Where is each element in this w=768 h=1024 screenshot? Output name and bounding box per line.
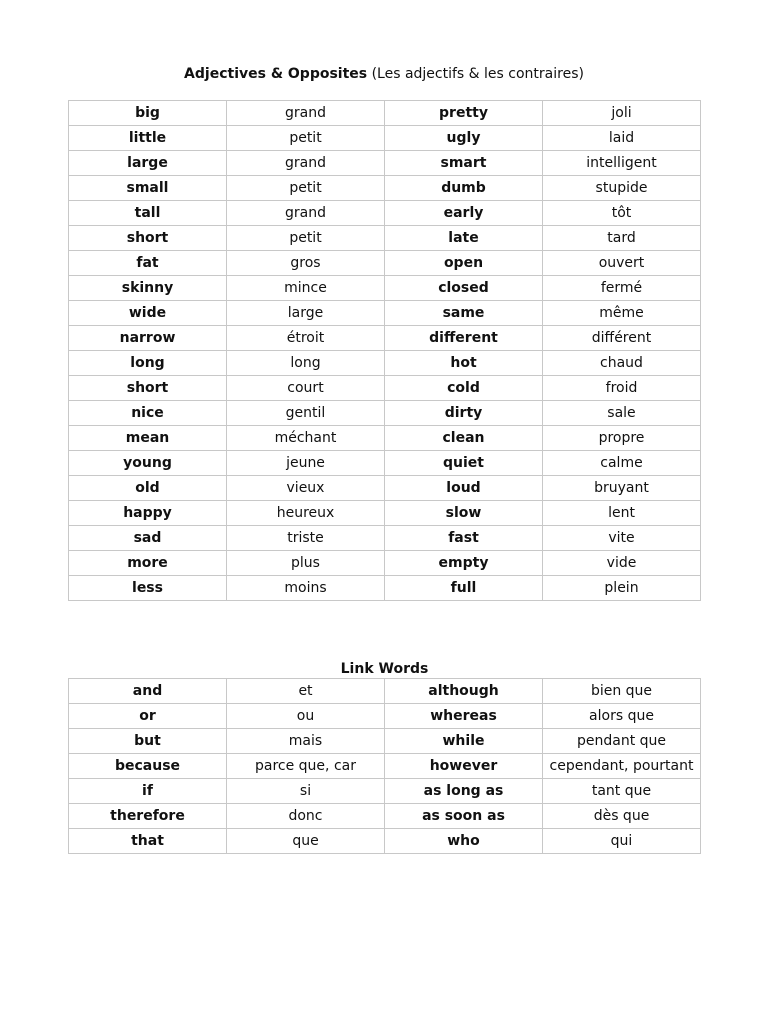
english-opposite-cell: whereas (385, 704, 543, 729)
link-word-row (69, 829, 701, 854)
english-word-cell: young (69, 451, 227, 476)
adjective-row (69, 476, 701, 501)
french-translation-cell: long (227, 351, 385, 376)
adjective-row (69, 401, 701, 426)
english-word-cell: but (69, 729, 227, 754)
french-translation-cell: étroit (227, 326, 385, 351)
english-opposite-cell: closed (385, 276, 543, 301)
english-opposite-cell: clean (385, 426, 543, 451)
french-translation-cell: méchant (227, 426, 385, 451)
french-translation-cell: petit (227, 176, 385, 201)
english-opposite-cell: however (385, 754, 543, 779)
adjective-row (69, 226, 701, 251)
english-opposite-cell: early (385, 201, 543, 226)
french-translation-cell: petit (227, 226, 385, 251)
link-word-row (69, 704, 701, 729)
french-opposite-cell: pendant que (543, 729, 701, 754)
english-word-cell: small (69, 176, 227, 201)
french-opposite-cell: propre (543, 426, 701, 451)
french-opposite-cell: qui (543, 829, 701, 854)
english-opposite-cell: as long as (385, 779, 543, 804)
english-word-cell: old (69, 476, 227, 501)
english-opposite-cell: open (385, 251, 543, 276)
english-word-cell: and (69, 679, 227, 704)
english-word-cell: or (69, 704, 227, 729)
adjective-row (69, 101, 701, 126)
adjective-row (69, 176, 701, 201)
english-word-cell: fat (69, 251, 227, 276)
english-word-cell: wide (69, 301, 227, 326)
french-opposite-cell: calme (543, 451, 701, 476)
french-translation-cell: heureux (227, 501, 385, 526)
english-opposite-cell: quiet (385, 451, 543, 476)
adjective-row (69, 276, 701, 301)
english-opposite-cell: dirty (385, 401, 543, 426)
french-translation-cell: moins (227, 576, 385, 601)
french-opposite-cell: intelligent (543, 151, 701, 176)
french-opposite-cell: même (543, 301, 701, 326)
french-translation-cell: que (227, 829, 385, 854)
english-opposite-cell: smart (385, 151, 543, 176)
english-word-cell: happy (69, 501, 227, 526)
adjective-row (69, 526, 701, 551)
english-word-cell: that (69, 829, 227, 854)
french-translation-cell: mince (227, 276, 385, 301)
french-opposite-cell: tard (543, 226, 701, 251)
english-opposite-cell: hot (385, 351, 543, 376)
english-opposite-cell: although (385, 679, 543, 704)
french-translation-cell: grand (227, 201, 385, 226)
adjective-row (69, 151, 701, 176)
adjective-row (69, 376, 701, 401)
french-translation-cell: mais (227, 729, 385, 754)
english-opposite-cell: pretty (385, 101, 543, 126)
english-word-cell: long (69, 351, 227, 376)
adjective-row (69, 126, 701, 151)
page-title-french: (Les adjectifs & les contraires) (371, 66, 584, 82)
english-word-cell: narrow (69, 326, 227, 351)
english-opposite-cell: loud (385, 476, 543, 501)
adjective-row (69, 501, 701, 526)
english-word-cell: tall (69, 201, 227, 226)
french-opposite-cell: vite (543, 526, 701, 551)
french-opposite-cell: joli (543, 101, 701, 126)
french-opposite-cell: sale (543, 401, 701, 426)
link-words-caption: Link Words (340, 661, 429, 677)
english-word-cell: large (69, 151, 227, 176)
french-opposite-cell: laid (543, 126, 701, 151)
adjective-row (69, 451, 701, 476)
link-word-row (69, 779, 701, 804)
english-opposite-cell: as soon as (385, 804, 543, 829)
french-opposite-cell: cependant, pourtant (543, 754, 701, 779)
french-opposite-cell: tôt (543, 201, 701, 226)
french-translation-cell: gros (227, 251, 385, 276)
french-translation-cell: plus (227, 551, 385, 576)
link-words-table-body (69, 679, 701, 854)
adjective-row (69, 576, 701, 601)
adjective-row (69, 326, 701, 351)
adjective-row (69, 351, 701, 376)
adjectives-table (68, 100, 701, 601)
french-opposite-cell: différent (543, 326, 701, 351)
link-word-row (69, 754, 701, 779)
english-opposite-cell: same (385, 301, 543, 326)
french-opposite-cell: lent (543, 501, 701, 526)
adjective-row (69, 426, 701, 451)
english-word-cell: because (69, 754, 227, 779)
english-opposite-cell: full (385, 576, 543, 601)
adjective-row (69, 201, 701, 226)
adjective-row (69, 251, 701, 276)
french-translation-cell: parce que, car (227, 754, 385, 779)
english-opposite-cell: ugly (385, 126, 543, 151)
english-opposite-cell: while (385, 729, 543, 754)
french-opposite-cell: bruyant (543, 476, 701, 501)
english-opposite-cell: different (385, 326, 543, 351)
link-word-row (69, 804, 701, 829)
french-opposite-cell: alors que (543, 704, 701, 729)
french-translation-cell: petit (227, 126, 385, 151)
french-translation-cell: grand (227, 101, 385, 126)
french-opposite-cell: fermé (543, 276, 701, 301)
english-word-cell: less (69, 576, 227, 601)
english-opposite-cell: empty (385, 551, 543, 576)
french-translation-cell: vieux (227, 476, 385, 501)
french-translation-cell: grand (227, 151, 385, 176)
english-opposite-cell: who (385, 829, 543, 854)
french-opposite-cell: tant que (543, 779, 701, 804)
english-opposite-cell: cold (385, 376, 543, 401)
french-opposite-cell: vide (543, 551, 701, 576)
english-word-cell: short (69, 226, 227, 251)
english-opposite-cell: late (385, 226, 543, 251)
page-title (0, 64, 768, 84)
french-opposite-cell: dès que (543, 804, 701, 829)
french-opposite-cell: stupide (543, 176, 701, 201)
french-opposite-cell: froid (543, 376, 701, 401)
english-opposite-cell: fast (385, 526, 543, 551)
french-translation-cell: court (227, 376, 385, 401)
english-opposite-cell: dumb (385, 176, 543, 201)
english-word-cell: big (69, 101, 227, 126)
adjective-row (69, 301, 701, 326)
french-opposite-cell: ouvert (543, 251, 701, 276)
english-word-cell: little (69, 126, 227, 151)
english-word-cell: nice (69, 401, 227, 426)
link-word-row (69, 729, 701, 754)
french-translation-cell: triste (227, 526, 385, 551)
french-translation-cell: large (227, 301, 385, 326)
english-word-cell: mean (69, 426, 227, 451)
link-word-row (69, 679, 701, 704)
adjective-row (69, 551, 701, 576)
english-word-cell: more (69, 551, 227, 576)
english-word-cell: sad (69, 526, 227, 551)
link-words-table (68, 678, 701, 854)
french-translation-cell: gentil (227, 401, 385, 426)
french-opposite-cell: bien que (543, 679, 701, 704)
french-translation-cell: jeune (227, 451, 385, 476)
french-translation-cell: si (227, 779, 385, 804)
french-translation-cell: et (227, 679, 385, 704)
french-translation-cell: ou (227, 704, 385, 729)
english-opposite-cell: slow (385, 501, 543, 526)
english-word-cell: skinny (69, 276, 227, 301)
english-word-cell: if (69, 779, 227, 804)
page-title-english: Adjectives & Opposites (184, 66, 368, 82)
french-translation-cell: donc (227, 804, 385, 829)
french-opposite-cell: plein (543, 576, 701, 601)
adjectives-table-body (69, 101, 701, 601)
english-word-cell: therefore (69, 804, 227, 829)
french-opposite-cell: chaud (543, 351, 701, 376)
english-word-cell: short (69, 376, 227, 401)
